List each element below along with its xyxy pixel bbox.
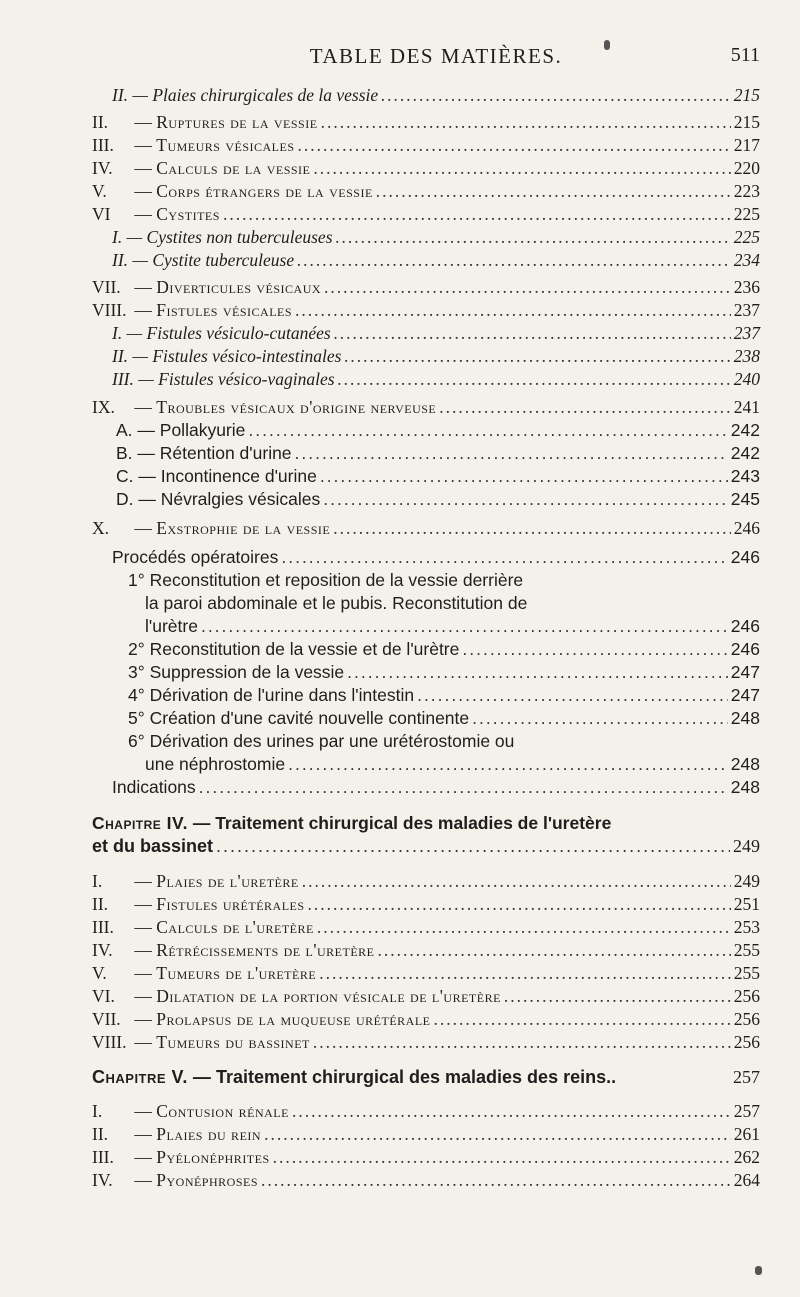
toc-entry-line: 6° Dérivation des urines par une urétérostomie ou [128,731,515,751]
toc-entry: III. — Tumeurs vésicales ..... 217 [92,134,760,156]
toc-entry: V. — Corps étrangers de la vessie ..... 223 [92,180,760,202]
toc-entry: Indications ..... 248 [112,776,760,798]
toc-entry: D. — Névralgies vésicales ..... 245 [116,488,760,510]
toc-entry: A. — Pollakyurie ..... 242 [116,419,760,441]
toc-entry: II. — Plaies du rein ..... 261 [92,1123,760,1145]
toc-entry: VII. — Diverticules vésicaux ..... 236 [92,276,760,298]
toc-entry: C. — Incontinence d'urine ..... 243 [116,465,760,487]
toc-entry: V. — Tumeurs de l'uretère ..... 255 [92,962,760,984]
toc-entry: X. — Exstrophie de la vessie ..... 246 [92,517,760,539]
chapter-heading: Chapitre IV. — Traitement chirurgical des maladies de l'uretère [92,813,612,833]
chapter-heading: Chapitre V. — Traitement chirurgical des maladies des reins.. 257 [92,1067,760,1087]
toc-entry: 3° Suppression de la vessie ..... 247 [128,661,760,683]
page-header [112,44,760,74]
toc-entry: II. — Fistules vésico-intestinales ..... 238 [112,345,760,367]
toc-entry: IV. — Pyonéphroses ..... 264 [92,1169,760,1191]
page-title: TABLE DES MATIÈRES. [309,44,563,68]
page-number: 511 [730,44,760,66]
toc-entry: IV. — Rétrécissements de l'uretère ..... 255 [92,939,760,961]
toc-entry: I. — Plaies de l'uretère ..... 249 [92,870,760,892]
toc-entry: II. — Plaies chirurgicales de la vessie ..... 215 [112,84,760,106]
toc-entry: IX. — Troubles vésicaux d'origine nerveuse ..... 241 [92,396,760,418]
toc-entry: VIII. — Fistules vésicales ..... 237 [92,299,760,321]
toc-entry: une néphrostomie ..... 248 [145,753,760,775]
toc-entry: VII. — Prolapsus de la muqueuse urétérale ..... 256 [92,1008,760,1030]
toc-entry: VIII. — Tumeurs du bassinet ..... 256 [92,1031,760,1053]
toc-entry: I. — Contusion rénale ..... 257 [92,1100,760,1122]
ink-mark [604,40,610,50]
toc-entry: II. — Cystite tuberculeuse ..... 234 [112,249,760,271]
toc-entry: II. — Ruptures de la vessie ..... 215 [92,111,760,133]
chapter-heading: et du bassinet ..... 249 [92,835,760,857]
toc-entry: 2° Reconstitution de la vessie et de l'urètre ..... 246 [128,638,760,660]
toc-entry: VI. — Dilatation de la portion vésicale de l'uretère ..... 256 [92,985,760,1007]
toc-entry: Procédés opératoires ..... 246 [112,546,760,568]
toc-entry: VI — Cystites ..... 225 [92,203,760,225]
toc-entry: I. — Cystites non tuberculeuses ..... 225 [112,226,760,248]
toc-entry: III. — Calculs de l'uretère ..... 253 [92,916,760,938]
toc-entry-line: la paroi abdominale et le pubis. Reconstitution de [145,593,528,613]
toc-entry: 4° Dérivation de l'urine dans l'intestin ..... 247 [128,684,760,706]
toc-entry: II. — Fistules urétérales ..... 251 [92,893,760,915]
toc-entry: B. — Rétention d'urine ..... 242 [116,442,760,464]
toc-entry: 5° Création d'une cavité nouvelle continente ..... 248 [128,707,760,729]
ink-mark [755,1266,762,1275]
toc-entry: l'urètre ..... 246 [145,615,760,637]
toc-entry: IV. — Calculs de la vessie ..... 220 [92,157,760,179]
toc-entry: III. — Pyélonéphrites ..... 262 [92,1146,760,1168]
toc-entry-line: 1° Reconstitution et reposition de la vessie derrière [128,570,524,590]
toc-entry: I. — Fistules vésiculo-cutanées ..... 237 [112,322,760,344]
toc-entry: III. — Fistules vésico-vaginales ..... 240 [112,368,760,390]
